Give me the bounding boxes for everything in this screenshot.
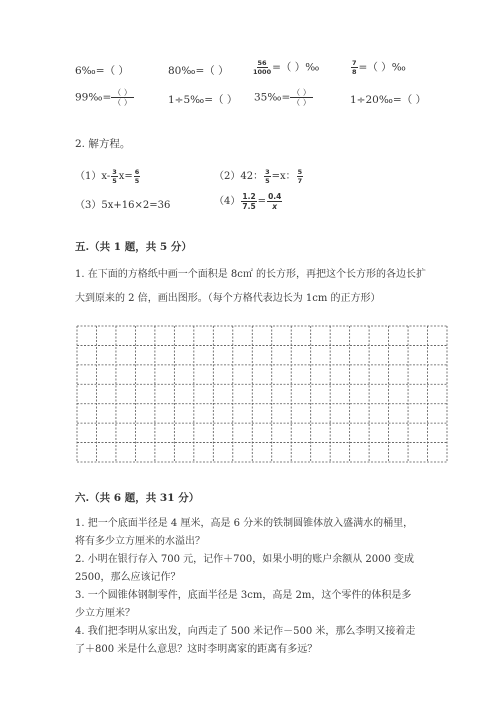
grid-paper[interactable]	[76, 325, 448, 463]
answer-blank-fraction[interactable]	[111, 88, 134, 107]
equation-3: （3）5x+16×2=36	[75, 200, 171, 211]
fraction	[134, 168, 141, 185]
denominator: 7.5	[242, 202, 256, 211]
denominator: x	[272, 202, 278, 211]
eq-text: =x：	[271, 171, 296, 182]
blank-item-1	[75, 63, 129, 78]
answer-blank[interactable]: （ ）	[204, 65, 229, 77]
blank-item-8	[350, 92, 426, 107]
question-2: 2. 小明在银行存入 700 元，记作＋700，如果小明的账户余额从 2000 变成 2500，那么应该记作？	[75, 554, 415, 583]
question-text-line-2: 大到原来的 2 倍，画出图形。（每个方格代表边长为 1cm 的正方形）	[75, 293, 381, 304]
question-1: 1. 把一个底面半径是 4 厘米，高是 6 分米的铁制圆锥体放入盛满水的桶里，将有多少立方厘米的水溢出？	[75, 518, 414, 547]
fraction	[253, 59, 271, 76]
blank-item-7	[254, 88, 313, 107]
denominator: 8	[352, 68, 357, 76]
numerator: 3	[265, 168, 270, 176]
unit: ‰	[305, 61, 320, 74]
question-text-line-1: 1. 在下面的方格纸中画一个面积是 8c㎡ 的长方形，再把这个长方形的各边长扩	[75, 269, 427, 280]
equation-4	[214, 192, 283, 211]
expr-text: 35‰=	[254, 91, 291, 104]
denominator: 5	[112, 177, 117, 185]
numerator: 7	[352, 59, 357, 67]
fraction	[351, 59, 358, 76]
section-heading: 五.（共 1 题，共 5 分）	[75, 241, 192, 253]
answer-blank[interactable]: （ ）	[104, 65, 129, 77]
numerator: 3	[112, 168, 117, 176]
eq-text: =	[257, 196, 267, 207]
fraction	[241, 192, 256, 211]
numerator: 56	[257, 59, 267, 67]
fraction	[111, 168, 118, 185]
blank-item-5	[75, 88, 134, 107]
blank-item-2	[168, 63, 229, 78]
eq-text: x=	[118, 171, 133, 182]
numerator-blank[interactable]: （ ）	[292, 88, 311, 97]
numerator: 6	[134, 168, 140, 176]
section-title: 2. 解方程。	[75, 138, 131, 150]
answer-blank[interactable]: （ ）	[401, 94, 427, 106]
answer-blank[interactable]: （ ）	[367, 61, 392, 74]
equation-1	[75, 167, 141, 185]
question-3: 3. 一个圆锥体钢制零件，底面半径是 3cm，高是 2m，这个零件的体积是多少立方厘米？	[75, 590, 412, 619]
unit: ‰	[391, 61, 406, 74]
denominator-blank[interactable]: （ ）	[292, 98, 311, 107]
answer-blank[interactable]: （ ）	[213, 94, 238, 106]
eq-text: （1）x-	[75, 171, 111, 182]
blank-item-3	[252, 59, 319, 76]
fraction	[267, 192, 282, 211]
expr-text: 1÷20‰=	[350, 94, 402, 106]
eq-text: （4）	[214, 196, 241, 207]
denominator: 7	[297, 177, 303, 185]
equation-2	[214, 167, 304, 185]
section-heading: 六.（共 6 题，共 31 分）	[75, 492, 200, 504]
expr-text: 1÷5‰=	[168, 94, 214, 106]
answer-blank[interactable]: （ ）	[280, 61, 306, 74]
equals: =	[272, 61, 281, 74]
blank-item-6	[168, 92, 237, 107]
numerator: 0.4	[268, 192, 282, 201]
denominator-blank[interactable]: （ ）	[113, 98, 132, 107]
denominator: 5	[134, 177, 140, 185]
numerator: 5	[297, 168, 303, 176]
numerator: 1.2	[242, 192, 256, 201]
fraction	[264, 168, 271, 185]
expr-text: 80‰=	[168, 65, 205, 77]
answer-blank-fraction[interactable]	[290, 88, 313, 107]
numerator-blank[interactable]: （ ）	[113, 88, 132, 97]
expr-text: 99‰=	[75, 91, 112, 104]
equals: =	[358, 61, 368, 74]
denominator: 5	[265, 177, 270, 185]
fraction	[297, 168, 304, 185]
blank-item-4	[350, 59, 406, 76]
expr-text: 6‰=	[75, 65, 105, 77]
eq-text: （2）42：	[214, 171, 264, 182]
question-4: 4. 我们把李明从家出发，向西走了 500 米记作－500 米，那么李明又接着走了＋800 米是什么意思？这时李明离家的距离有多远？	[75, 626, 416, 655]
denominator: 1000	[253, 68, 272, 76]
